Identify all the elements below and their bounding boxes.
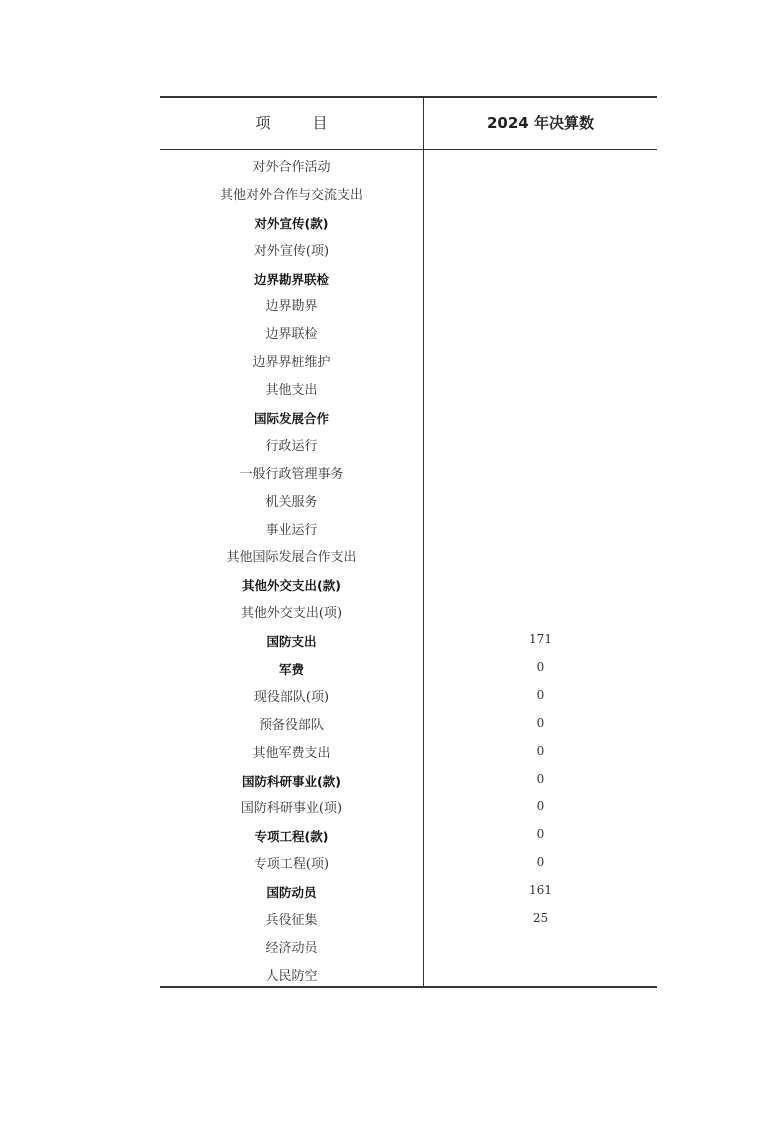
table-row — [160, 684, 657, 712]
row-label: 国防支出 — [266, 634, 317, 650]
row-label: 边界界桩维护 — [252, 355, 331, 371]
table-row — [160, 851, 657, 879]
table-row — [160, 266, 657, 294]
row-label: 一般行政管理事务 — [239, 466, 344, 482]
table-row — [160, 600, 657, 628]
row-value: 0 — [536, 855, 545, 870]
table-row — [160, 321, 657, 349]
row-label: 经济动员 — [265, 940, 318, 956]
table-row — [160, 210, 657, 238]
row-value: 0 — [536, 660, 545, 675]
table-row — [160, 740, 657, 768]
row-label: 对外宣传(项) — [253, 243, 330, 259]
table-row — [160, 154, 657, 182]
row-label: 其他国际发展合作支出 — [226, 550, 357, 566]
row-label: 预备役部队 — [258, 717, 324, 733]
row-value: 0 — [536, 687, 545, 702]
row-label: 事业运行 — [265, 522, 318, 538]
row-value: 0 — [536, 799, 545, 814]
column-header-year: 2024 年决算数 — [487, 114, 594, 132]
table-row — [160, 405, 657, 433]
table-row — [160, 795, 657, 823]
table-row — [160, 238, 657, 266]
row-label: 专项工程(项) — [253, 857, 330, 873]
table-row — [160, 489, 657, 517]
table-row — [160, 293, 657, 321]
row-value: 0 — [536, 743, 545, 758]
table-body — [160, 154, 657, 991]
table-row — [160, 461, 657, 489]
table-row — [160, 907, 657, 935]
column-header-item — [160, 96, 423, 150]
table-row — [160, 433, 657, 461]
row-value: 161 — [529, 883, 552, 898]
row-value: 0 — [536, 827, 545, 842]
table-row — [160, 768, 657, 796]
row-label: 边界联检 — [265, 327, 318, 343]
row-value: 0 — [536, 715, 545, 730]
table-row — [160, 572, 657, 600]
row-label: 边界勘界 — [265, 299, 318, 315]
row-label: 其他外交支出(项) — [240, 606, 343, 622]
row-label: 对外合作活动 — [252, 160, 331, 175]
table-row — [160, 628, 657, 656]
row-value: 0 — [536, 771, 545, 786]
table-row — [160, 963, 657, 991]
row-label: 国防科研事业(项) — [240, 801, 343, 817]
table-row — [160, 935, 657, 963]
table-row — [160, 182, 657, 210]
table-row — [160, 879, 657, 907]
column-header-item-part2: 目 — [312, 114, 328, 132]
row-label: 军费 — [278, 662, 304, 678]
row-label: 国防动员 — [266, 885, 317, 901]
row-label: 专项工程(款) — [254, 829, 329, 845]
row-label: 国防科研事业(款) — [242, 773, 341, 789]
row-label: 兵役征集 — [265, 913, 318, 929]
column-header-item-part1: 项 — [255, 114, 271, 132]
row-label: 对外宣传(款) — [254, 215, 329, 231]
row-label: 其他外交支出(款) — [242, 578, 341, 594]
table-row — [160, 517, 657, 545]
table-row — [160, 377, 657, 405]
budget-table — [160, 96, 657, 988]
row-label: 现役部队(项) — [253, 689, 330, 705]
row-value: 171 — [529, 632, 552, 647]
row-label: 人民防空 — [265, 968, 318, 984]
table-row — [160, 823, 657, 851]
row-value: 25 — [532, 911, 549, 926]
table-row — [160, 544, 657, 572]
table-row — [160, 656, 657, 684]
row-label: 其他对外合作与交流支出 — [219, 187, 363, 203]
row-label: 边界勘界联检 — [253, 271, 329, 287]
row-label: 国际发展合作 — [253, 411, 329, 427]
table-row — [160, 349, 657, 377]
row-label: 其他军费支出 — [252, 745, 331, 761]
row-label: 机关服务 — [265, 494, 318, 510]
row-label: 其他支出 — [265, 383, 318, 399]
table-row — [160, 712, 657, 740]
row-label: 行政运行 — [265, 438, 318, 454]
